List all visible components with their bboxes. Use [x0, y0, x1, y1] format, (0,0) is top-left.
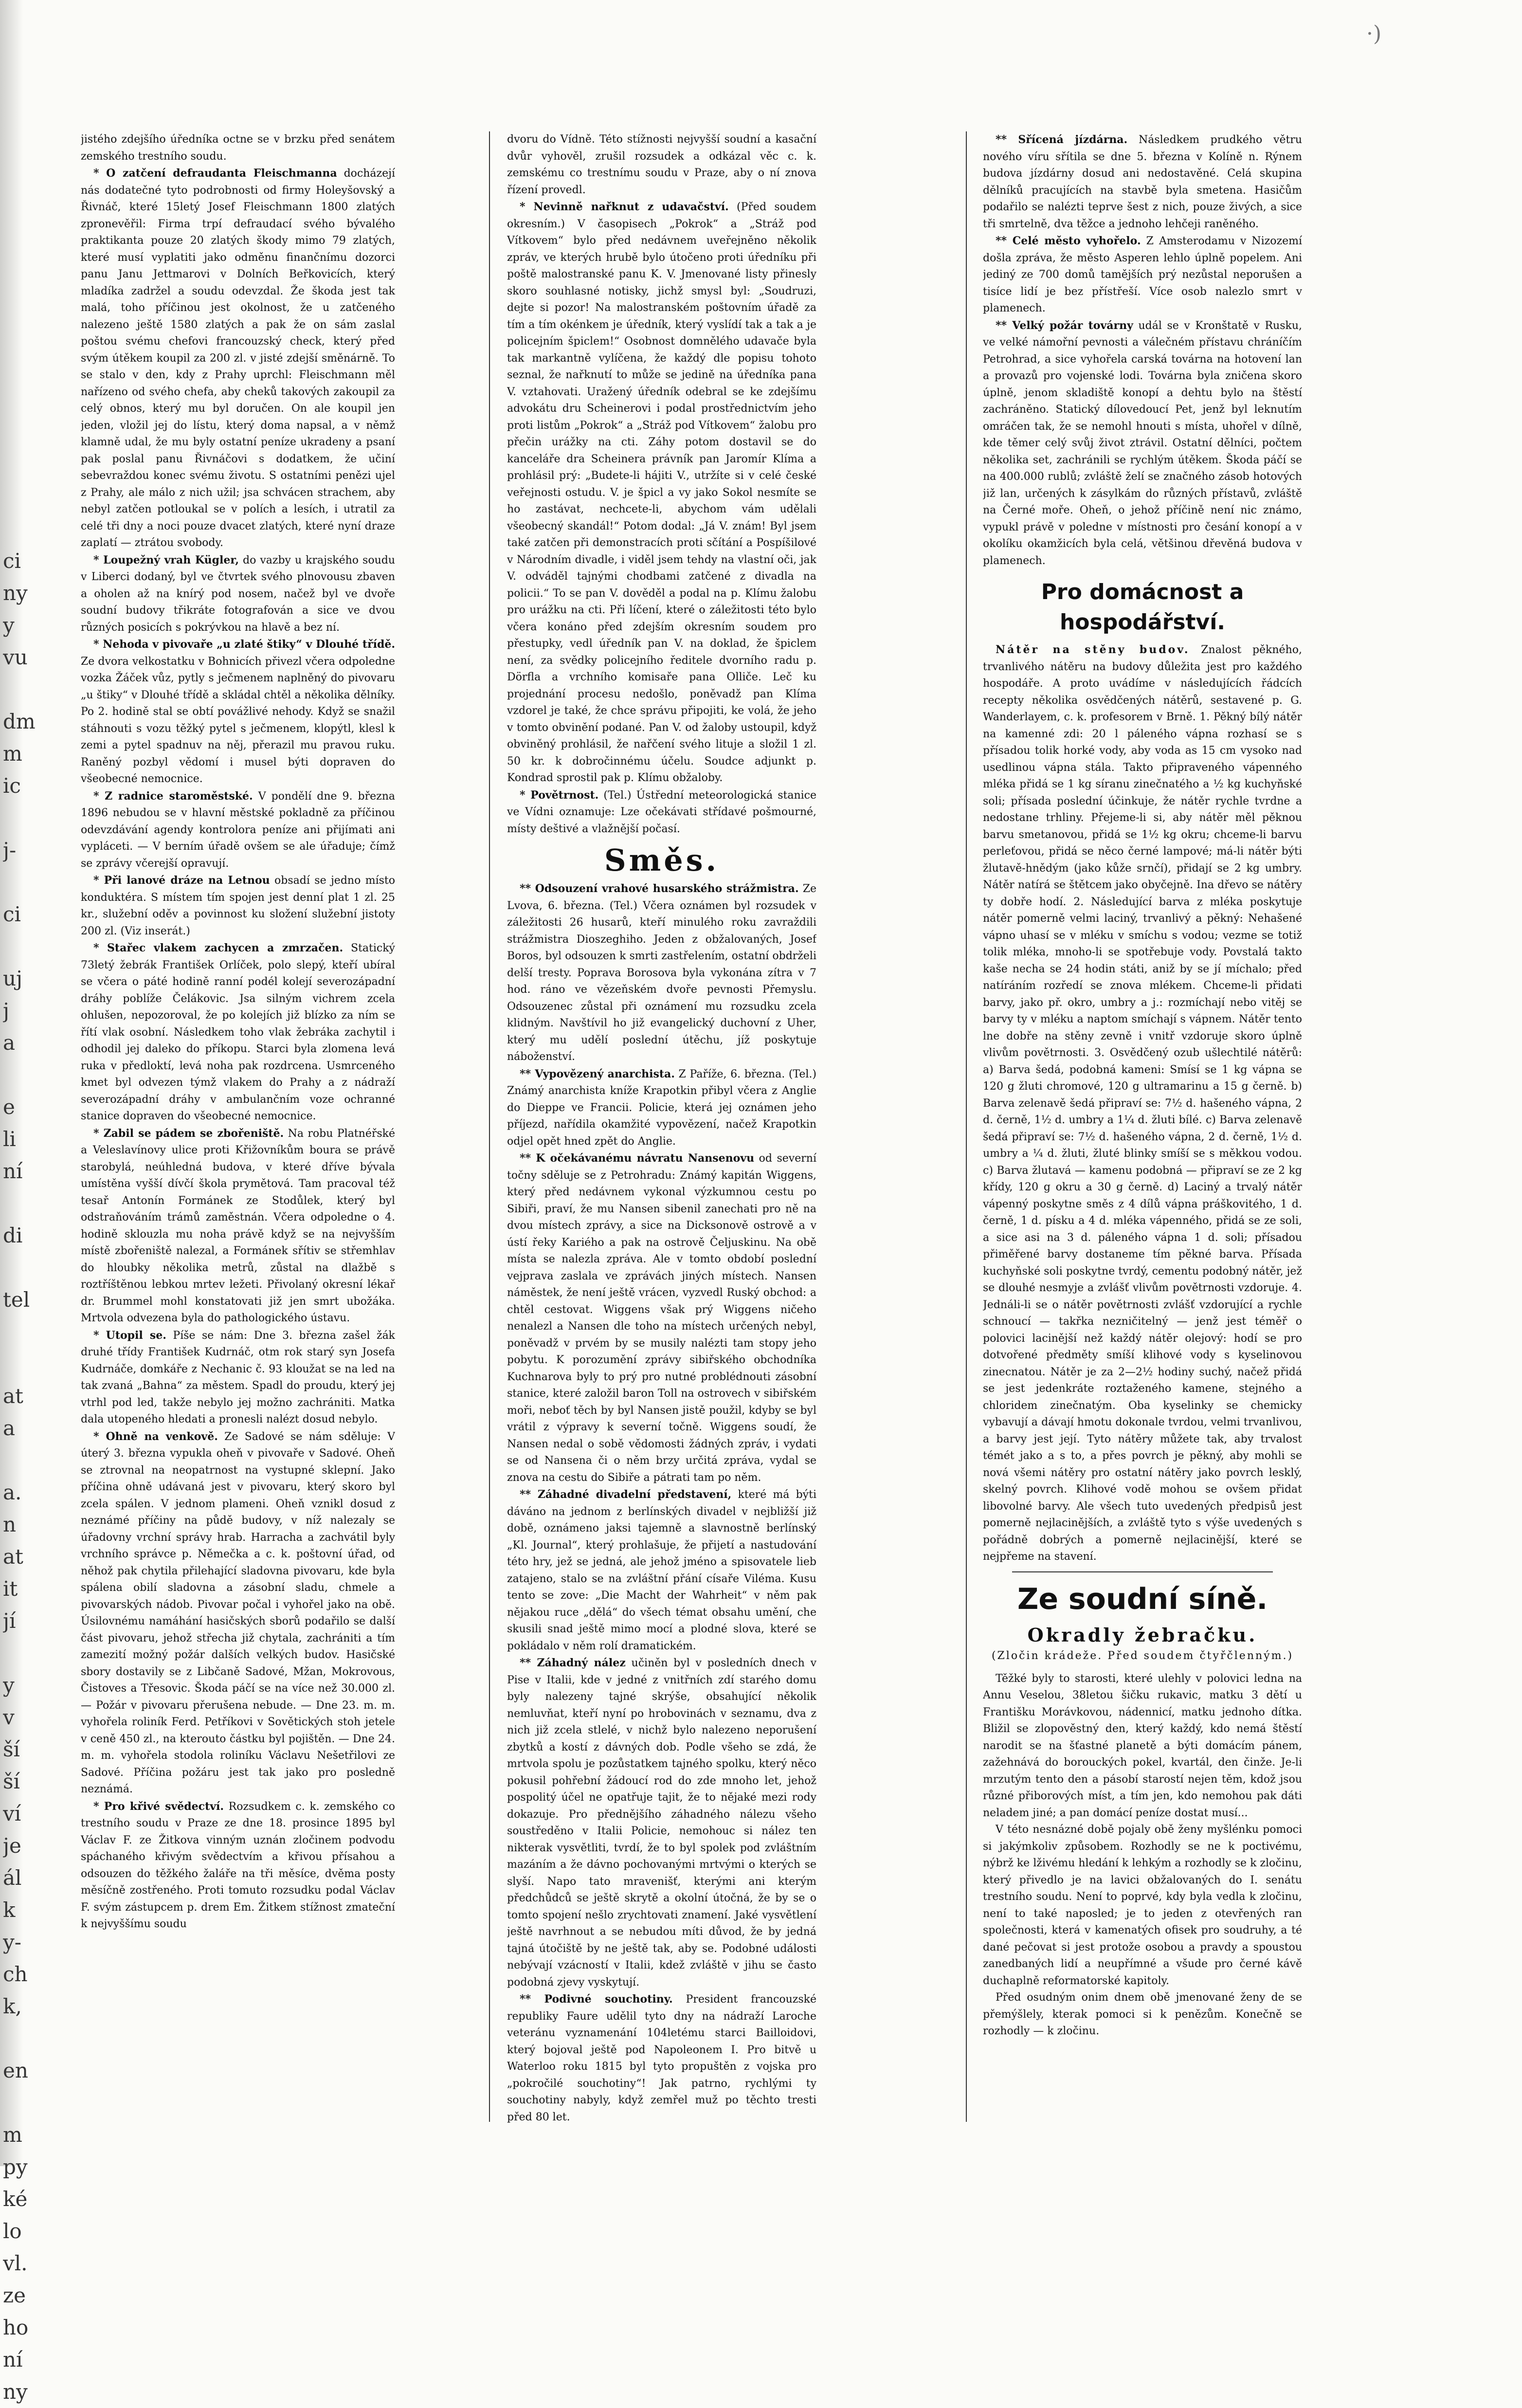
margin-fragment — [3, 1348, 57, 1380]
article-paragraph — [983, 641, 1302, 1566]
margin-fragment: ci — [3, 549, 21, 573]
margin-fragment — [3, 1187, 57, 1220]
article-paragraph — [81, 1798, 395, 1933]
margin-fragment: ví — [3, 1802, 21, 1825]
page-mark: ·) — [1366, 21, 1382, 46]
article-paragraph — [983, 317, 1302, 570]
article-text: Na robu Platnéřské a Veleslavínovy ulice proti Křižovníkům boura se právě starobylá, neúhledná budova, v které dříve bývala umístěna vyšší dívčí škola prymětová. Tam pracoval též tesař Antonín Formánek ze Stodůlek, který byl odstraňováním trámů zaměstnán. Včera odpoledne o 4. hodině sklouzla mu noha právě když se na nejvyšším místě zbořeniště nalezal, a Formánek sřítiv se střemhlav do hloubky několika metrů, zůstal na dlažbě s roztříštěnou lebkou mrtev ležeti. Přivolaný okresní lékař dr. Brummel mohl konstatovati již jen smrt ubožáka. Mrtvola odvezena byla do pathologického ústavu. — [81, 1127, 395, 1324]
article-lead: ** K očekávanému návratu Nansenovu — [520, 1152, 755, 1165]
article-text: Z Amsterodamu v Nizozemí došla zpráva, že město Asperen lehlo úplně popelem. Ani jediný ze 700 domů tamějších prý nezůstal neporušen a tisíce lidí je bez přístřeší. Více osob nalezlo smrt v plamenech. — [983, 235, 1302, 314]
article-paragraph — [81, 788, 395, 873]
article-lead: * Zabil se pádem se zbořeniště. — [93, 1127, 284, 1140]
margin-fragment: ké — [3, 2187, 28, 2211]
article-text: do vazby u krajského soudu v Liberci dodaný, byl ve čtvrtek svého plnovousu zbaven a oholen až na knírý pod nosem, načež byl ve dvoře soudní budovy třikráte fotografován a sice ve dvou různých posicích s pokrývkou na hlavě a bez ní. — [81, 554, 395, 634]
article-paragraph — [507, 1655, 816, 1991]
article-text: Píše se nám: Dne 3. března zašel žák druhé třídy František Kudrnáč, otm rok starý syn Josefa Kudrnáče, domkáře z Nechanic č. 93 kloužat se na led na tak zvaná „Bahna“ za městem. Spadl do proudu, který jej vtrhl pod led, takže nebylo jej možno zachrániti. Matka dala utopeného hledati a pronesli nalézt dosud nebylo. — [81, 1329, 395, 1425]
article-lead: ** Vypovězený anarchista. — [520, 1067, 675, 1080]
margin-fragment: di — [3, 1223, 23, 1247]
margin-fragment — [3, 802, 57, 834]
article-paragraph — [81, 1428, 395, 1798]
margin-fragment — [3, 1637, 57, 1669]
margin-fragment: v — [3, 1705, 15, 1729]
article-text: President francouzské republiky Faure udělil tyto dny na nádraží Laroche veteránu vyznamenání 104letému starci Bailloidovi, který bojoval ještě pod Napoleonem I. Pro bitvě u Waterloo roku 1815 byl tyto propuštěn z vojska pro „pokročilé souchotiny“! Jak patrno, rychlými ty souchotiny nabyly, když zemřel muž po těchto tresti před 80 let. — [507, 1993, 816, 2123]
article-paragraph — [507, 1991, 816, 2126]
margin-fragment: e — [3, 1095, 15, 1119]
margin-fragment: m — [3, 2123, 22, 2147]
column-1 — [81, 131, 395, 2141]
article-lead: * Nehoda v pivovaře „u zlaté štiky“ v Dlouhé třídě. — [93, 638, 395, 651]
margin-fragment: ní — [3, 2348, 23, 2372]
article-lead: * Pro křivé svědectví. — [93, 1800, 224, 1813]
margin-fragment: vl. — [3, 2251, 28, 2275]
margin-fragment — [3, 2087, 57, 2119]
article-lead: * Stařec vlakem zachycen a zmrzačen. — [93, 942, 344, 954]
margin-fragment: ho — [3, 2316, 29, 2339]
column-2 — [507, 131, 816, 2141]
article-paragraph — [507, 199, 816, 787]
article-lead: ** Odsouzení vrahové husarského strážmistra. — [520, 882, 799, 895]
article-paragraph — [81, 1125, 395, 1327]
article-paragraph — [81, 552, 395, 637]
margin-fragment: j- — [3, 838, 17, 862]
article-lead: ** Sřícená jízdárna. — [996, 133, 1128, 146]
divider-rule — [1012, 1571, 1273, 1572]
article-paragraph — [81, 1327, 395, 1428]
article-paragraph — [983, 1671, 1302, 1822]
margin-fragment: li — [3, 1127, 16, 1151]
margin-fragment: ic — [3, 774, 21, 798]
article-paragraph — [507, 1150, 816, 1486]
article-lead: * Ohně na venkově. — [93, 1430, 218, 1443]
margin-fragment — [3, 866, 57, 898]
margin-fragment: at — [3, 1545, 23, 1569]
article-text: dvoru do Vídně. Této stížnosti nejvyšší soudní a kasační dvůr vyhověl, zrušil rozsudek a odkázal věc c. k. zemskému co trestnímu soudu v Praze, aby o ní znova řízení provedl. — [507, 133, 816, 196]
margin-fragment: a — [3, 1031, 16, 1055]
article-lead: ** Záhadný nález — [520, 1657, 626, 1669]
article-lead: ** Podivné souchotiny. — [520, 1993, 673, 2006]
article-text: Znalost pěkného, trvanlivého nátěru na budovy důležita jest pro každého hospodáře. A proto uvádíme v následujících řádcích recepty několika osvědčených nátěrů, sestavené p. G. Wanderlayem, c. k. profesorem v Brně. 1. Pěkný bílý nátěr na kamenné zdi: 20 l páleného vápna rozhasí se s přísadou tolik horké vody, aby voda as 15 cm vysoko nad usedlinou vápna stála. Takto připraveného vápenného mléka přidá se 1 kg síranu zinečnatého a ½ kg kuchyňské soli; přísada poslední účinkuje, že nátěr rychle tvrdne a nedostane trhliny. Přejeme-li si, aby nátěr měl pěknou barvu smetanovou, přidá se 1½ kg okru; chceme-li barvu perleťovou, přidá se něco černé lampové; má-li nátěr býti žlutavě-hnědým (jako kůže srnčí), přidají se 2 kg umbry. Nátěr natírá se štětcem jako obyčejně. Ina dřevo se nátěry ty dobře hodí. 2. Následující barva z mléka poskytuje nátěr pomerně velmi laciný, trvanlivý a pěkný: Nehašené vápno uhasí se v mléku v smíchu s vodou; vezme se totiž tolik mléka, mnoho-li se spotřebuje vody. Povstalá takto kaše necha se 24 hodin státi, aniž by se jí míchalo; před natíráním rozředí se znova mlékem. Chceme-li přidati barvy, jako př. okro, umbry a j.: rozmíchají nebo vitěj se barvy ty v mléku a naptom smíchají s vápnem. Nátěr tento lne dobře na stěny zevně i vnitř vzdoruje skoro úplně vlivům povětrnosti. 3. Osvědčený ozub ušlechtilé nátěrů: a) Barva šedá, podobná kameni: Smísí se 1 kg vápna se 120 g žluti chromové, 120 g ultramarinu a 15 g černě. b) Barva zelenavě šedá připraví se: 7½ d. hašeného vápna, 2 d. černě, 1½ d. umbry a 1¼ d. žluti bílé. c) Barva zelenavě šedá připraví se: 7½ d. hašeného vápna, 2 d. černě, 1½ d. umbry a ¼ d. žluti, žluté blinky smíší se s měkkou vodou. c) Barva žlutavá — kamenu podobná — připraví se ze 2 kg křídy, 120 g okru a 30 g černě. d) Laciný a trvalý nátěr vápenný poskytne směs z 4 dílů vápna práškovitého, 1 d. černě, 1 d. písku a 4 d. mléka vápenného, přidá se ze soli, a sice asi na 3 d. páleného vápna 1 d. soli; přísadou přiměřené barvy dostaneme tím pěkné barva. Přísada kuchyňské soli poskytne tvrdý, cementu podobný nátěr, jež se dlouhé nesmyje a zvlášť vlivům povětrnosti vzdoruje. 4. Jednáli-li se o nátěr povětrnosti zvlášť vzdorující a rychle schnoucí — takřka nezničitelný — jenž jest téměř o polovici lacinější než každý nátěr olejový: hodí se pro dotvořené předměty smíší klihové vody s kyselinovou zinecnatou. Nátěr je za 2—2½ hodiny suchý, načež přidá se jest jedenkráte roztaženého kamene, stejného a chloridem zinečnatým. Oba kyselinky se chemicky vybavují a dávají hmotu dokonale tvrdou, velmi trvanlivou, a barvy jest její. Tyto nátěry můžete tak, aby trvalost témét jako a s to, a přes povrch je pěkný, aby mohli se nová všemi nátěry pro ostatní nátěry jako povrch lesklý, skelný povrch. Klihové vodě mohou se ovšem přidat libovolné barvy. Ale všech tuto uvedených předpisů jest pomerně nejlacinějších, a zvláště tyto s výše uvedených s pořádně dobrých a pomerně nejlacinější, které se nejpřeme na stavení. — [983, 644, 1302, 1563]
article-lead: * Při lanové dráze na Letnou — [93, 874, 270, 887]
section-heading: Pro domácnost a hospodářství. — [1041, 580, 1244, 635]
margin-fragment: ny — [3, 2380, 28, 2404]
article-text: Ze Sadové se nám sděluje: V úterý 3. března vypukla oheň v pivovaře v Sadové. Oheň se ztrovnal na neopatrnost na vystupné sklepní. Jako příčina ohně udávaná jest v pivovaru, který skoro byl zcela spálen. V jednom plameni. Oheň vznikl dosud z neznámé příčiny na půdě budovy, v níž nalezaly se úřadovny vrchní správy hrab. Harracha a zachvátil byly vrchního správce p. Němečka a c. k. poštovní úřad, od něhož pak chytila přilehající sladovna pivovaru, kde byla spálena obilí sladovna a zásobní sladu, chmele a pivovarských nádob. Pivovar počal i vyhořel jako na obě. Úsilovnému namáhání hasičských sborů podařilo se další část pivovaru, jehož střecha již chytala, zachrániti a tím zamezití možný požár dalších velkých budov. Hasičské sbory dostavily se z Libčaně Sadové, Mžan, Mokrovous, Čistoves a Třesovic. Škoda páčí se na více než 30.000 zl. — Požár v pivovaru přerušena nebude. — Dne 23. m. m. vyhořela roliník Ferd. Petříkovi v Sovětických stoh jetele v ceně 450 zl., na kterouto částku byl pojištěn. — Dne 24. m. m. vyhořela stodola roliníku Václavu Nešetřilovi ze Sadové. Příčina požáru jest tak jako pro posledně neznámá. — [81, 1430, 395, 1795]
article-text: (Před soudem okresním.) V časopisech „Pokrok“ a „Stráž pod Vítkovem“ bylo před nedávnem uveřejněno několik zpráv, ve kterých hrubě bylo útočeno proti úředníku při poště malostranské panu K. V. Jmenované listy přinesly skoro souhlasné notisky, jichž smysl byl: „Soudruzi, dejte si pozor! Na malostranském poštovním úřadě za tím a tím okénkem je úředník, který vyslídí tak a tak a je policejním špiclem!“ Osobnost domnělého udavače byla tak markantně vylíčena, že každý dle popisu tohoto seznal, že nařknutí to může se jedině na úředníka pana V. vztahovati. Uražený úředník odebral se ke zdejšímu advokátu dru Scheinerovi i podal prostřednictvím jeho proti listům „Pokrok“ a „Stráž pod Vítkovem“ žalobu pro přečin urážky na cti. Záhy potom dostavil se do kanceláře dra Scheinera právník pan Jaromír Klíma a prohlásil prý: „Budete-li hájiti V., utržíte si v celé české veřejnosti ostudu. V. je špicl a vy jako Sokol nesmíte se ho zastávat, nechcete-li, abychom vám udělali všeobecný skandál!“ Potom dodal: „Já V. znám! Byl jsem také zatčen při demonstracích proti sčítání a Pospíšilové v Národním divadle, i viděl jsem tehdy na vlastní oči, jak V. odváděl tajnými chodbami zatčené z divadla na policii.“ To se pan V. dověděl a podal na p. Klímu žalobu pro urážku na cti. Při líčení, které o záležitosti této bylo včera konáno před zdejším okresním soudem pro přestupky, vedl úředník pan V. na doklad, že špiclem není, za svědky policejního ředitele dvorního radu p. Dörfla a vrchního komisaře pana Olliče. Leč ku projednání procesu nedošlo, poněvadž pan Klíma vzdorel je také, že chce správu připojiti, ke volá, že jeho v tomto obvinění podané. Pan V. od žaloby ustoupil, když obviněný prohlásil, že nařčení svého lituje a složil 1 zl. 50 kr. k dobročinnému účelu. Soudce adjunkt p. Kondrad sprostil pak p. Klímu obžaloby. — [507, 201, 816, 784]
margin-fragment: it — [3, 1577, 18, 1601]
article-paragraph — [81, 636, 395, 788]
margin-fragment: y- — [3, 1930, 21, 1954]
article-paragraph — [507, 787, 816, 838]
article-lead: * Loupežný vrah Kügler, — [93, 553, 239, 566]
article-paragraph — [507, 131, 816, 199]
article-text: Ze Lvova, 6. března. (Tel.) Včera oznámen byl rozsudek v záležitosti 26 husarů, kteří minulého roku zavraždili strážmistra Dioszeghiho. Jeden z obžalovaných, Josef Boros, byl odsouzen k smrti zastřelením, ostatní obdrželi delší tresty. Poprava Borosova byla vykonána zítra v 7 hod. ráno ve vězeňském dvoře pevnosti Přemyslu. Odsouzenec zůstal při oznámení mu rozsudku zcela klidným. Navštívil ho již evangelický duchovní z Uher, který mu udělí poslední útěchu, jíž poskytuje náboženství. — [507, 883, 816, 1063]
margin-fragment: y — [3, 613, 15, 637]
margin-fragment: k, — [3, 1994, 22, 2018]
article-paragraph — [983, 1989, 1302, 2040]
article-text: Z Paříže, 6. března. (Tel.) Známý anarchista kníže Krapotkin přibyl včera z Anglie do Dieppe ve Francii. Policie, která jej oznámen jeho příjezd, nařídila okamžité vypovězení, načež Krapotkin odjel opět hned zpět do Anglie. — [507, 1068, 816, 1148]
column-3 — [983, 131, 1302, 2141]
margin-fragment: a. — [3, 1480, 22, 1504]
margin-fragment: ny — [3, 581, 28, 605]
section-heading-court: Ze soudní síně. — [1017, 1582, 1268, 1616]
margin-fragment: lo — [3, 2219, 22, 2243]
article-text: Statický 73letý žebrák František Orlíček, polo slepý, kteří ubíral se včera o páté hodině ranní podél kolejí severozápadní dráhy poblíže Čelákovic. Jsa silným vichrem zcela ohlušen, nepozoroval, že po kolejích již blízko za ním se řítí vlak osobní. Následkem toho vlak žebráka zachytil i odhodil jej daleko do příkopu. Starci byla zlomena levá ruka v předloktí, levá noha pak rozdrcena. Usmrceného kmet byl odvezen týmž vlakem do Prahy a z nádraží severozápadní dráhy v ambulančním voze ochranné stanice dopraven do všeobecné nemocnice. — [81, 942, 395, 1122]
margin-fragment: m — [3, 742, 22, 766]
article-paragraph — [507, 1066, 816, 1150]
article-paragraph — [507, 880, 816, 1066]
margin-fragment: a — [3, 1416, 16, 1440]
article-text: udál se v Kronštatě v Rusku, ve velké námořní pevnosti a válečném přístavu chráníčím Petrohrad, a sice vyhořela carská továrna na hotovení lan a provazů pro vojenské lodi. Továrna byla zničena skoro úplně, jenom skladiště konopí a dehtu bylo na štěstí zachráněno. Statický dílovedoucí Pet, jenž byl leknutím omráčen tak, že se nemohl hnouti s místa, uhořel v dílně, kde těmer celý svůj život ztrávil. Ostatní dělníci, počtem několika set, zachránili se rychlým útěkem. Škoda páčí se na 400.000 rublů; zvláště želí se značného zásob hotových již lan, určených k zásylkám do různých přístavů, zvláště na Černé moře. Oheň, o jehož příčině není nic známo, vypukl právě v poledne v místnosti pro česání konopí a v okolíku okamžicích byla celá, většinou dřevěná budova v plamenech. — [983, 319, 1302, 567]
margin-fragment: jí — [3, 1609, 16, 1633]
column-rule — [966, 131, 967, 2122]
margin-fragment: je — [3, 1834, 21, 1858]
margin-fragment — [3, 674, 57, 706]
margin-fragment: tel — [3, 1288, 30, 1312]
margin-fragment: ní — [3, 1159, 23, 1183]
article-paragraph — [81, 131, 395, 165]
article-text: které má býti dáváno na jednom z berlínských divadel v nejbližší již době, oznámeno jaksi tajemně a slavnostně berlínský „Kl. Journal“, který prohlašuje, že přijetí a nastudování této hry, jež se jedná, ale jehož jméno a spisovatele lieb zatajeno, stalo se na zvláštní přání císaře Viléma. Kusu tento se zove: „Die Macht der Wahrheit“ v něm pak nějakou ruce „dělá“ do všech témat obsahu umění, che skusili snad ještě mimo mocí a plodné slova, které se pokládalo v něm rolí dramatickém. — [507, 1489, 816, 1652]
article-text: učiněn byl v posledních dnech v Pise v Italii, kde v jedné z vnitřních zdí starého domu byly nalezeny tajné skrýše, obsahující několik nemluvňat, kteří nyní po hrobovinách v seznamu, dva z nich již zcela stlelé, v nichž bylo nalezeno neporušení zbytků a kostí z dávných dob. Podle všeho se zdá, že mrtvola spolu je pozůstatkem tajného spolku, který něco pokusil pohřební žádoucí rod do zde mnoho let, jehož pospolitý účel ne opatřuje tajit, že to nějaké mezi rody dokazuje. Pro přednějšího záhadného nálezu všeho soustředěno v Italii Policie, nemohouc si nález ten nikterak vysvětliti, tvrdí, že to byl spolek pod zvláštním mazáním a že dávno pochovanými mrtvými o kterých se slyší. Napo tato mravenišť, kterými ani kterým předchůdců se ještě skrytě a okolní útočná, že by se o tomto spojení nešlo zrychtovati znamení. Jaké vysvětlení ještě navrhnout a se nebudou míti důvod, že by jedná tajná útočiště by ne ještě tak, aby se. Podobné události nebývají vzácností v Italii, kdež zvláště v jihu se často podobná zjevy vyskytují. — [507, 1657, 816, 1988]
margin-fragment: at — [3, 1384, 23, 1408]
margin-fragment: vu — [3, 645, 28, 669]
article-text: obsadí se jedno místo konduktéra. S místem tím spojen jest denní plat 1 zl. 25 kr., služební oděv a povinnost ku složení služební jistoty 200 zl. (Viz inserát.) — [81, 875, 395, 937]
article-text: od severní točny sděluje se z Petrohradu: Známý kapitán Wiggens, který před nedávnem vykonal výzkumnou cestu po Sibiři, praví, že mu Nansen sibenil zanechati pro ně na dvou místech zprávy, a sice na Dicksonově ostrově a v ústí řeky Kariého a pak na ostrově Čeljuskinu. Na obě místa se nalezla zpráva. Ale v tomto období poslední vejprava zaslala ve zprávách jiných místech. Nansen náměstek, že není ještě vrácen, vyzvedl Ruský obchod: a chtěl cestovat. Wiggens však prý Wiggens ničeho nenalezl a Nansen dle toho na místech určených nebyl, poněvadž v prvém by se musily nalézti tam stopy jeho pobytu. K porozumění zprávy sibiřského obchodníka Kuchnarova byly to prý pro nutné problédnouti zásobní stanice, které založil baron Toll na ostrovech v sibiřském moři, neboť těch by byl Nansen jistě použil, kdyby se byl vrátil z výpravy k severní točně. Wiggens soudí, že Nansen nedal o sobě vědomosti žádných zpráv, i vydati se od Nansena či o něm brzy určitá zpráva, vydal se znova na cestu do Sibiře a pátrati tam po něm. — [507, 1152, 816, 1484]
article-paragraph — [983, 131, 1302, 233]
article-paragraph — [81, 872, 395, 940]
article-text: V pondělí dne 9. března 1896 nebudou se v hlavní městské pokladně za příčinou odevzdávání agendy kontrolora peníze ani přijímati ani vypláceti. — V berním úřadě ovšem se ale úřaduje; čímž se zprávy včerejší opravují. — [81, 790, 395, 870]
margin-fragment — [3, 1444, 57, 1477]
article-lead: ** Záhadné divadelní představení, — [520, 1488, 732, 1501]
margin-fragment — [3, 930, 57, 963]
article-lead: * Nevinně nařknut z udavačství. — [520, 201, 729, 213]
margin-fragment: ze — [3, 2283, 26, 2307]
article-lead: * Z radnice staroměstské. — [93, 789, 253, 803]
margin-fragment: ci — [3, 902, 21, 926]
margin-fragment: en — [3, 2059, 28, 2082]
margin-fragment — [3, 1059, 57, 1091]
margin-fragment: j — [3, 999, 10, 1022]
margin-fragment: ší — [3, 1770, 20, 1793]
article-text: (Tel.) Ústřední meteorologická stanice ve Vídni oznamuje: Lze očekávati střídavé pošmourné, místy deštivé a vlažnější počasí. — [507, 789, 816, 835]
margin-fragment — [3, 2023, 57, 2055]
article-paragraph — [983, 233, 1302, 317]
section-heading-smes: Směs. — [604, 842, 720, 878]
neighbor-page-fragments — [3, 545, 57, 2408]
article-title: Nátěr na stěny budov. — [996, 643, 1190, 656]
article-lead: * Povětrnost. — [520, 788, 599, 802]
article-lead: ** Velký požár továrny — [996, 319, 1133, 332]
margin-fragment: ší — [3, 1737, 20, 1761]
margin-fragment — [3, 1316, 57, 1348]
column-rule — [489, 131, 490, 2122]
article-paragraph — [81, 165, 395, 552]
article-lead: * O zatčení defraudanta Fleischmanna — [93, 167, 337, 180]
article-text: Ze dvora velkostatku v Bohnicích přivezl včera odpoledne vozka Žáček vůz, pytly s ječmenem naplněný do pivovaru „u štiky“ v Dlouhé třídě a skládal chtěl a několika dělníky. Po 2. hodině stal se obtí povážlivé nehody. Když se snažil stáhnouti s vozu těžký pytel s ječmenem, klopýtl, klesl k zemi a pytel spadnuv na něj, přerazil mu pravou ruku. Raněný pozbyl vědomí i musel býti dopraven do všeobecné nemocnice. — [81, 655, 395, 785]
article-text: Následkem prudkého větru nového víru sřítila se dne 5. března v Kolíně n. Rýnem budova jízdárny dosud ani nedostavěné. Celá skupina dělníků pracujících na stavbě byla smetena. Hasičům podařilo se nalézti teprve šest z nich, pouze živých, a sice tři smrtelně, dva těžce a jednoho lehčeji raněného. — [983, 134, 1302, 230]
margin-fragment: ál — [3, 1866, 22, 1890]
margin-fragment: dm — [3, 710, 36, 733]
margin-fragment: uj — [3, 967, 23, 990]
margin-fragment: n — [3, 1513, 17, 1536]
article-paragraph — [983, 1822, 1302, 1989]
margin-fragment: y — [3, 1673, 15, 1697]
article-lead: ** Celé město vyhořelo. — [996, 235, 1141, 247]
article-text: Těžké byly to starosti, které ulehly v polovici ledna na Annu Veselou, 38letou šičku rukavic, matku 3 dětí u Františku Morávkovou, nádennicí, matku jednoho dítka. Bližil se zlopověstný den, který každý, kdo nemá štěstí narodit se na šťastné planetě a býti domácím pánem, zažehnává do borouckých pokel, kvartál, den činže. Je-li mrzutým tento den a pásobí starostí nejen těm, kdož jsou různé přiborových míst, a tím jen, kdo nemohou pak dáti neladem jiné; a pan domácí peníze dostat musí... — [983, 1672, 1302, 1819]
article-text: docházejí nás dodatečné tyto podrobnosti od firmy Holeyšovský a Řivnáč, které 15letý Josef Fleischmann 1800 zlatých zpronevěřil: Firma trpí defraudací svého bývalého praktikanta pouze 20 zlatých škody mimo 79 zlatých, které musí vyplatiti jako odměnu finančnímu dozorci panu Janu Jettmarovi v Dolních Beřkovicích, který mladíka zadržel a soudu odevzdal. Že škoda jest tak malá, toho příčinou jest okolnost, že u zatčeného nalezeno ještě 1580 zlatých a pak že on sám zaslal poštou svému chefovi francouzský check, který před svým útěkem koupil za 200 zl. v jisté zdejší směnárně. To se stalo v den, kdy z Prahy uprchl: Fleischmann měl nařízeno od svého chefa, aby cheků takových zakoupil za celý obnos, který mu byl doručen. On ale koupil jen jeden, vložil jej do lístu, který doma napsal, a v němž klamně udal, že mu byly ostatní peníze ukradeny a psaní pak poslal panu Řivnáčovi s dodatkem, že učiní sebevraždou konec svému životu. S ostatními penězi ujel z Prahy, ale málo z nich užil; jsa schvácen strachem, aby nebyl zatčen potloukal se v polích a lesích, i utratil za celé tři dny a noci pouze dvacet zlatých, které nyní draze zaplatí — ztrátou svobody. — [81, 167, 395, 549]
article-headline: Okradly žebračku. — [1027, 1624, 1258, 1646]
article-text: Rozsudkem c. k. zemského co trestního soudu v Praze ze dne 18. prosince 1895 byl Václav F. ze Žitkova vinným uznán zločinem podvodu spáchaného křivým svědectvím a křivou přísahou a odsouzen do těžkého žaláře na tři měsíce, dvěma posty měsíčně zostřeného. Proti tomuto rozsudku podal Václav F. svým zástupcem p. drem Em. Žitkem stížnost zmateční k nejvyššímu soudu — [81, 1800, 395, 1930]
article-text: V této nesnázné době pojaly obě ženy myšlénku pomoci si jakýmkoliv způsobem. Rozhodly se ne k poctivému, nýbrž ke lživému hledání k lehkým a rozhodly se k zločinu, který přivedlo je na lavici obžalovaných do I. senátu trestního soudu. Není to poprvé, kdy byla vedla k zločinu, není to také naposled; je to jeden z otevřených ran společnosti, která v kamenatých ofisek pro soudruhy, a té dané pečovat si jest protože osobou a pravdy a spoustou zanedbaných lidí a neupřímné a všude pro černé kávě duchaplně reformatorské kapitoly. — [983, 1824, 1302, 1987]
article-subheadline: (Zločin krádeže. Před soudem čtyřčlenným.) — [991, 1649, 1294, 1662]
article-text: Před osudným onim dnem obě jmenované ženy de se přemýšlely, kterak pomoci si k penězům. Konečně se rozhodly — k zločinu. — [983, 1991, 1302, 2037]
article-paragraph — [81, 940, 395, 1125]
article-lead: * Utopil se. — [93, 1329, 166, 1342]
margin-fragment — [3, 1252, 57, 1284]
margin-fragment: ch — [3, 1962, 28, 1986]
margin-fragment: py — [3, 2155, 28, 2179]
article-paragraph — [507, 1486, 816, 1655]
article-text: jistého zdejšího úředníka octne se v brzku před senátem zemského trestního soudu. — [81, 133, 395, 163]
margin-fragment: k — [3, 1898, 16, 1922]
